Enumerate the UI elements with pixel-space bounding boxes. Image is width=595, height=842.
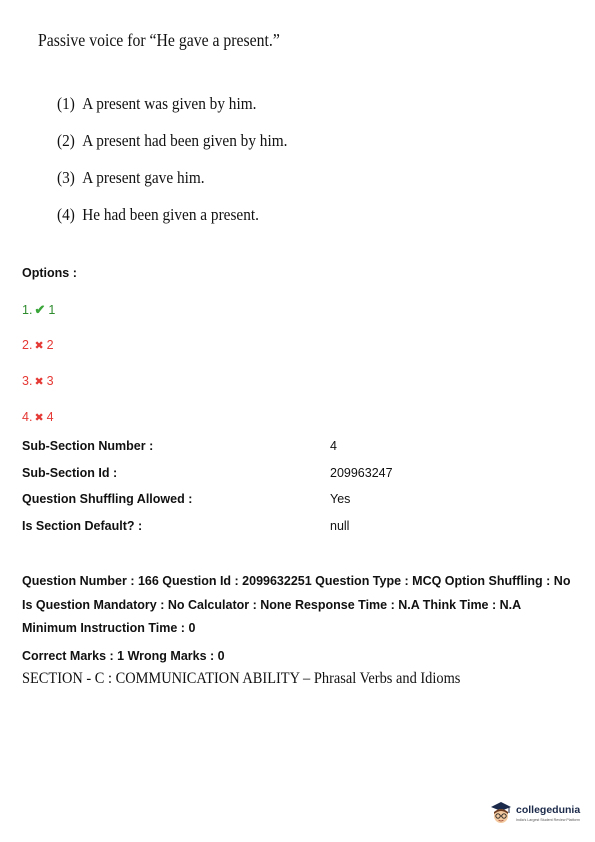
section-heading: SECTION - C : COMMUNICATION ABILITY – Phrasal Verbs and Idioms xyxy=(22,670,461,687)
option-4-wrong xyxy=(22,410,54,424)
option-prefix: 2. xyxy=(22,338,33,352)
option-3-wrong xyxy=(22,374,54,388)
choice-number: (4) xyxy=(57,205,75,224)
cross-icon: ✖ xyxy=(34,412,44,424)
question-shuffling-label: Question Shuffling Allowed : xyxy=(22,492,193,506)
cross-icon: ✖ xyxy=(34,340,44,352)
option-1-correct xyxy=(22,302,55,318)
section-default-value: null xyxy=(330,519,350,533)
question-title: Passive voice for “He gave a present.” xyxy=(38,30,280,50)
option-value: 3 xyxy=(46,374,54,388)
subsection-id-value: 209963247 xyxy=(330,466,393,480)
question-marks: Correct Marks : 1 Wrong Marks : 0 xyxy=(22,649,225,663)
choice-text: A present had been given by him. xyxy=(82,131,288,150)
logo-tagline: India's Largest Student Review Platform xyxy=(516,818,580,822)
subsection-number-value: 4 xyxy=(330,439,337,453)
option-prefix: 1. xyxy=(22,303,33,317)
choice-text: A present was given by him. xyxy=(82,94,257,113)
option-prefix: 3. xyxy=(22,374,33,388)
option-value: 2 xyxy=(46,338,54,352)
options-heading: Options : xyxy=(22,266,77,280)
choice-number: (2) xyxy=(57,131,75,150)
subsection-id-label: Sub-Section Id : xyxy=(22,466,118,480)
choice-text: He had been given a present. xyxy=(82,205,259,224)
subsection-number-label: Sub-Section Number : xyxy=(22,439,154,453)
check-icon: ✔ xyxy=(34,302,46,317)
question-shuffling-value: Yes xyxy=(330,492,351,506)
question-meta-line-1: Question Number : 166 Question Id : 2099632251 Question Type : MCQ Option Shuffling : No xyxy=(22,574,571,588)
option-2-wrong xyxy=(22,338,54,352)
section-default-label: Is Section Default? : xyxy=(22,519,143,533)
choice-1 xyxy=(57,94,256,114)
question-meta-line-2: Is Question Mandatory : No Calculator : None Response Time : N.A Think Time : N.A xyxy=(22,598,522,612)
option-prefix: 4. xyxy=(22,410,33,424)
choice-4 xyxy=(57,205,259,225)
cross-icon: ✖ xyxy=(34,376,44,388)
student-mascot-icon xyxy=(489,800,513,826)
question-meta-line-3: Minimum Instruction Time : 0 xyxy=(22,621,196,635)
choice-number: (1) xyxy=(57,94,75,113)
choice-2 xyxy=(57,131,287,151)
choice-text: A present gave him. xyxy=(82,168,205,187)
choice-number: (3) xyxy=(57,168,75,187)
option-value: 1 xyxy=(48,303,56,317)
option-value: 4 xyxy=(46,410,54,424)
collegedunia-logo xyxy=(486,796,590,832)
logo-brand-name: collegedunia xyxy=(516,804,581,816)
choice-3 xyxy=(57,168,205,188)
